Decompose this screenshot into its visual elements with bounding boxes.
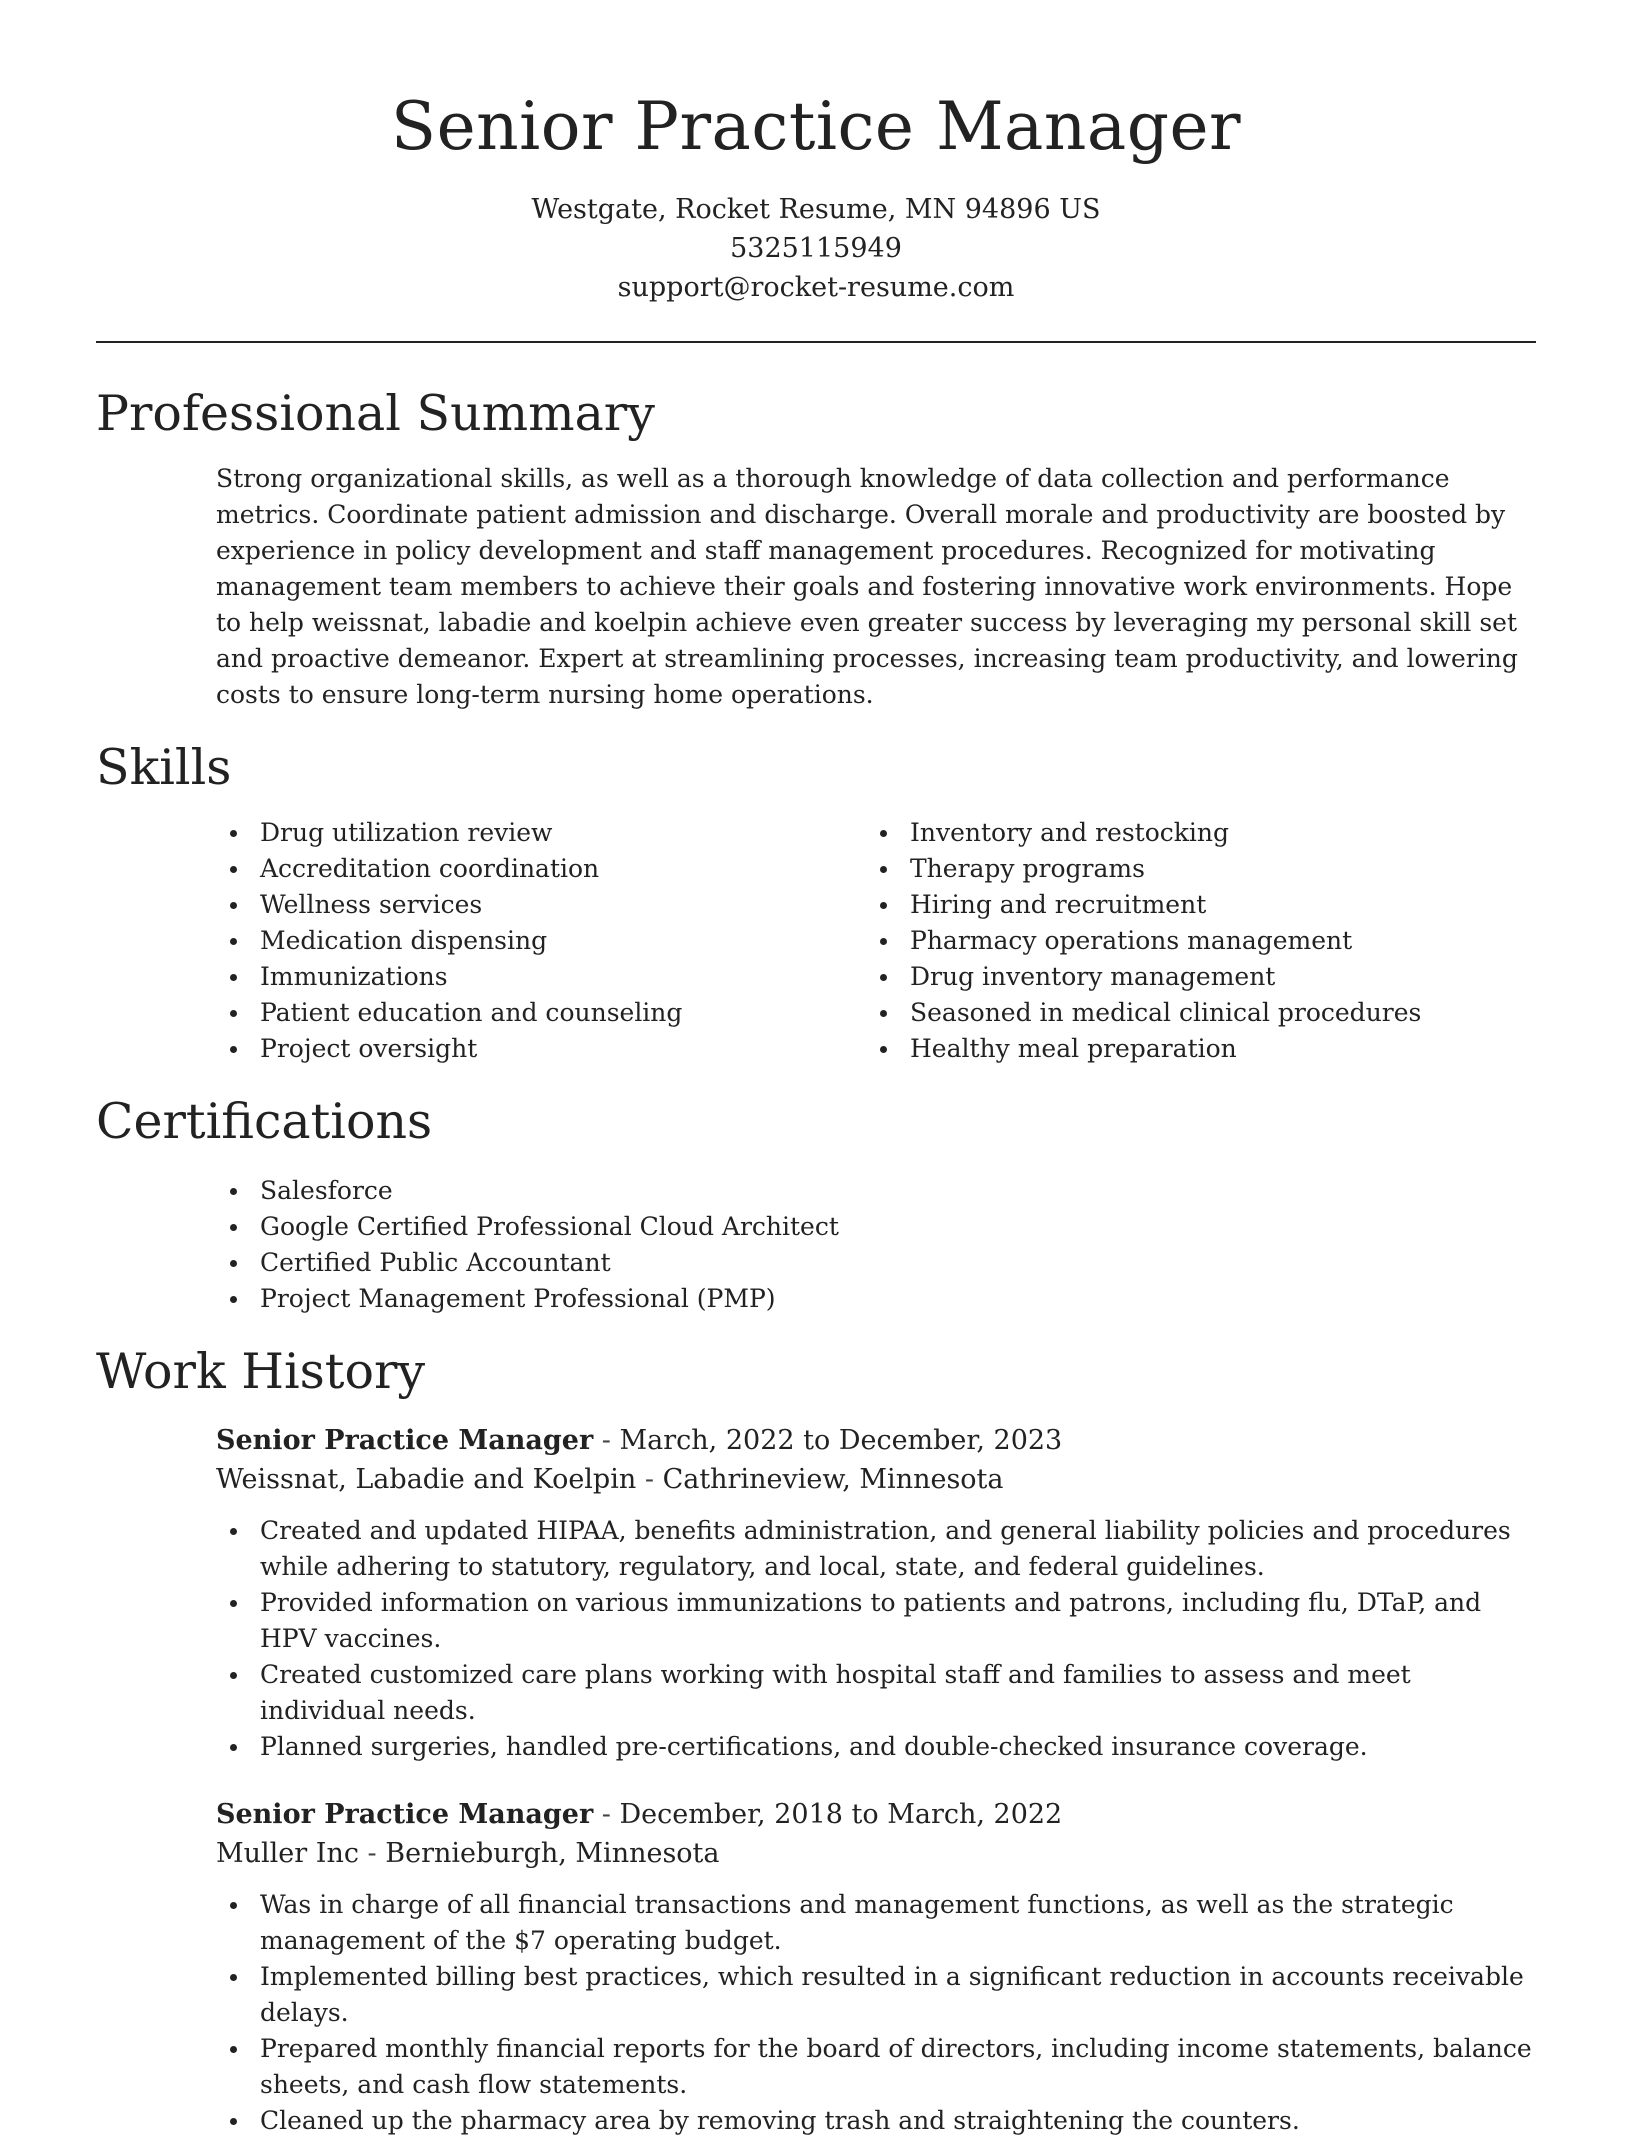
skill-item: Drug utilization review <box>216 815 866 851</box>
job-title: Senior Practice Manager <box>216 1425 594 1456</box>
contact-phone: 5325115949 <box>730 233 902 264</box>
job-bullet: Was in charge of all financial transactions and management functions, as well as the strategic management of the $7 operating budget. <box>216 1887 1536 1959</box>
contact-block <box>96 190 1536 307</box>
job-bullet: Prepared monthly financial reports for the board of directors, including income statements, balance sheets, and cash flow statements. <box>216 2031 1536 2103</box>
skills-list-right <box>866 815 1516 1067</box>
job-bullet: Cleaned up the pharmacy area by removing trash and straightening the counters. <box>216 2103 1536 2139</box>
job-location: Cathrineview, Minnesota <box>662 1464 1004 1495</box>
job-separator: - <box>367 1838 377 1869</box>
job-bullet: Implemented billing best practices, which resulted in a significant reduction in accounts receivable delays. <box>216 1959 1536 2031</box>
certification-item: Google Certified Professional Cloud Architect <box>216 1209 1536 1245</box>
resume-page <box>96 0 1536 2139</box>
job-entry <box>216 1795 1536 2139</box>
job-company: Weissnat, Labadie and Koelpin <box>216 1464 637 1495</box>
skill-item: Hiring and recruitment <box>866 887 1516 923</box>
certifications-list <box>216 1173 1536 1317</box>
resume-name: Senior Practice Manager <box>390 88 1242 165</box>
skills-list-left <box>216 815 866 1067</box>
certification-item: Certified Public Accountant <box>216 1245 1536 1281</box>
skills-columns <box>216 815 1536 1067</box>
skill-item: Medication dispensing <box>216 923 866 959</box>
certification-item: Salesforce <box>216 1173 1536 1209</box>
job-bullet: Created customized care plans working with hospital staff and families to assess and meet individual needs. <box>216 1657 1536 1729</box>
skill-item: Therapy programs <box>866 851 1516 887</box>
skill-item: Project oversight <box>216 1031 866 1067</box>
job-company-line <box>216 1834 1536 1873</box>
skill-item: Seasoned in medical clinical procedures <box>866 995 1516 1031</box>
skill-item: Patient education and counseling <box>216 995 866 1031</box>
contact-address: Westgate, Rocket Resume, MN 94896 US <box>531 194 1101 225</box>
job-entry <box>216 1421 1536 1765</box>
skill-item: Immunizations <box>216 959 866 995</box>
job-bullet: Created and updated HIPAA, benefits administration, and general liability policies and procedures while adhering to statutory, regulatory, and local, state, and federal guidelines. <box>216 1513 1536 1585</box>
job-title-line <box>216 1421 1536 1460</box>
job-separator: - <box>601 1425 611 1456</box>
summary-text: Strong organizational skills, as well as a thorough knowledge of data collection and performance metrics. Coordinate patient admission and discharge. Overall morale and productivity are boosted by experience in policy development and staff management procedures. Recognized for motivating management team members to achieve their goals and fostering innovative work environments. Hope to help weissnat, labadie and koelpin achieve even greater success by leveraging my personal skill set and proactive demeanor. Expert at streamlining processes, increasing team productivity, and lowering costs to ensure long-term nursing home operations. <box>216 464 1518 709</box>
skills-heading: Skills <box>96 739 232 796</box>
work-history-heading: Work History <box>96 1343 426 1400</box>
header-divider <box>96 341 1536 343</box>
skill-item: Accreditation coordination <box>216 851 866 887</box>
job-location: Bernieburgh, Minnesota <box>385 1838 720 1869</box>
job-bullets <box>216 1513 1536 1765</box>
certification-item: Project Management Professional (PMP) <box>216 1281 1536 1317</box>
job-title: Senior Practice Manager <box>216 1799 594 1830</box>
job-dates: December, 2018 to March, 2022 <box>619 1799 1063 1830</box>
skill-item: Drug inventory management <box>866 959 1516 995</box>
contact-email: support@rocket-resume.com <box>617 272 1015 303</box>
job-dates: March, 2022 to December, 2023 <box>619 1425 1063 1456</box>
job-bullet: Planned surgeries, handled pre-certifications, and double-checked insurance coverage. <box>216 1729 1536 1765</box>
job-bullets <box>216 1887 1536 2139</box>
skill-item: Wellness services <box>216 887 866 923</box>
job-separator: - <box>601 1799 611 1830</box>
certifications-heading: Certifications <box>96 1093 433 1150</box>
skill-item: Inventory and restocking <box>866 815 1516 851</box>
job-title-line <box>216 1795 1536 1834</box>
summary-heading: Professional Summary <box>96 385 655 442</box>
skill-item: Healthy meal preparation <box>866 1031 1516 1067</box>
job-bullet: Provided information on various immunizations to patients and patrons, including flu, DTaP, and HPV vaccines. <box>216 1585 1536 1657</box>
skill-item: Pharmacy operations management <box>866 923 1516 959</box>
job-company: Muller Inc <box>216 1838 359 1869</box>
job-company-line <box>216 1460 1536 1499</box>
job-separator: - <box>644 1464 654 1495</box>
